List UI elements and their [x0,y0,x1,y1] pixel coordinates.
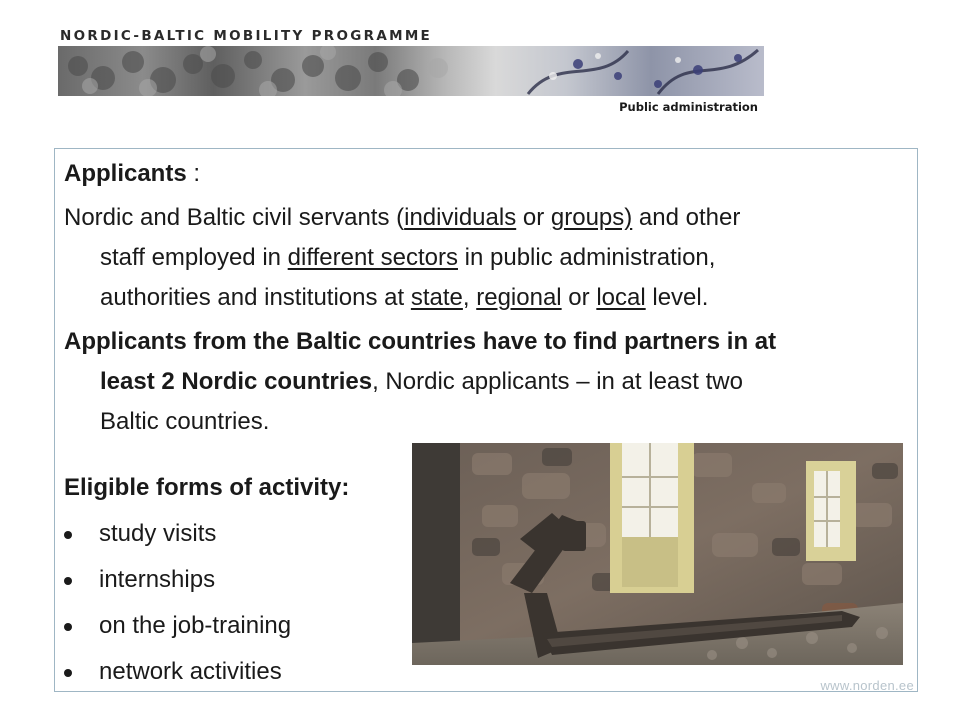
text-run: level. [645,284,709,311]
programme-subtitle: Public administration [619,100,758,114]
list-item [64,560,291,606]
text-run: in public administration, [457,244,716,271]
underlined-different-sectors: different sectors [287,244,458,271]
activity-label: network activities [99,658,282,685]
underlined-state: state [410,284,463,311]
activity-label: on the job-training [99,612,292,639]
activity-label: internships [99,566,216,593]
requirement-line-3: Baltic countries. [100,408,270,435]
bullet-icon [64,577,72,585]
requirement-line-2 [64,362,906,402]
bullet-icon [64,623,72,631]
stone-wall-anchor-image [412,443,903,665]
bullet-icon [64,669,72,677]
text-run: or [561,284,597,311]
banner-image [58,46,764,96]
underlined-individuals: individuals [404,204,517,231]
applicants-heading-line [64,154,200,194]
description-line-3 [64,278,906,318]
bullet-icon [64,531,72,539]
text-run: or [516,204,551,231]
activity-label: study visits [99,520,217,547]
list-item [64,514,291,560]
activities-list [64,514,291,698]
footer-website-link[interactable]: www.norden.ee [820,678,914,693]
programme-banner [58,28,766,120]
text-run: Nordic and Baltic civil servants ( [64,204,405,231]
banner-collage [58,46,764,96]
list-item [64,652,291,698]
underlined-regional: regional [476,284,562,311]
applicants-heading-suffix: : [186,160,201,187]
text-run: , [462,284,477,311]
anchor-photo [412,443,903,665]
text-run: authorities and institutions at [100,284,411,311]
description-line-1 [64,198,906,238]
text-run: and other [632,204,741,231]
applicants-description [64,198,906,318]
underlined-local: local [596,284,646,311]
eligible-activities-heading: Eligible forms of activity: [64,474,350,501]
applicants-heading: Applicants [64,160,187,187]
partner-requirement [64,322,906,442]
list-item [64,606,291,652]
underlined-groups: groups) [550,204,633,231]
description-line-2 [64,238,906,278]
requirement-rest: , Nordic applicants – in at least two [372,368,743,395]
programme-title: NORDIC-BALTIC MOBILITY PROGRAMME [60,28,433,44]
requirement-bold: least 2 Nordic countries [100,368,373,395]
text-run: staff employed in [100,244,288,271]
requirement-line-1: Applicants from the Baltic countries have to find partners in at [64,328,777,355]
